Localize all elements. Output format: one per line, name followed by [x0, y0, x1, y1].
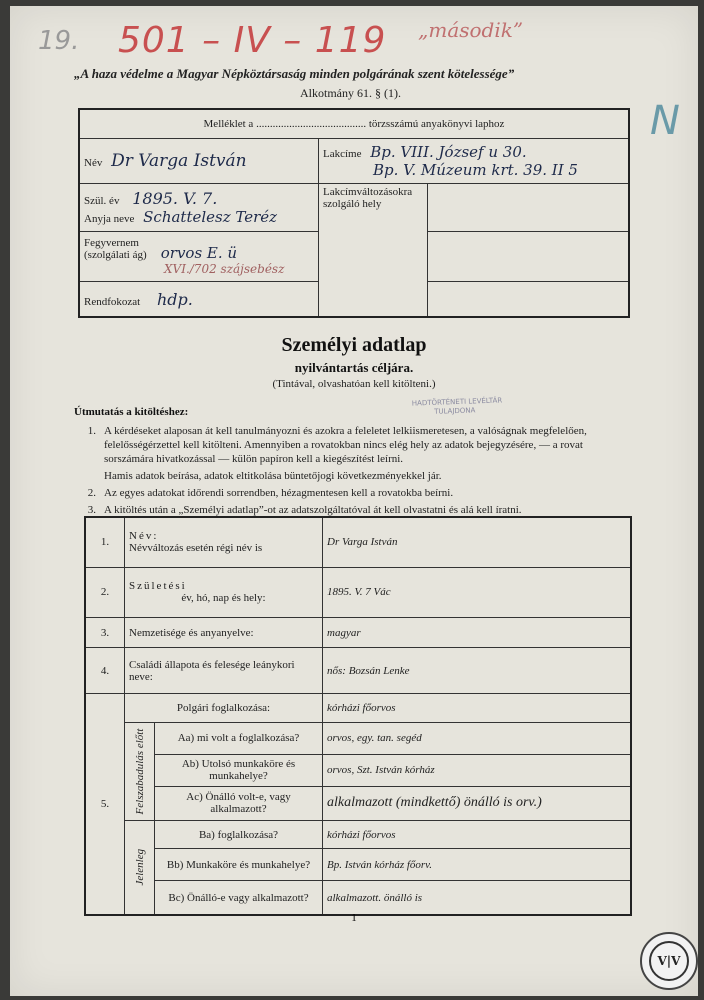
row-number: 2.	[85, 567, 125, 617]
nationality-answer: magyar	[323, 618, 632, 648]
row-number: 4.	[85, 648, 125, 694]
family-answer: nős: Bozsán Lenke	[323, 648, 632, 694]
stamp-line-2: TULAJDONA	[434, 406, 476, 416]
row-sublabel: év, hó, nap és hely:	[181, 592, 266, 605]
constitution-reference: Alkotmány 61. § (1).	[300, 86, 401, 100]
answer: alkalmazott (mindkettő) önálló is orv.)	[323, 786, 632, 820]
rank-value: hdp.	[156, 289, 193, 309]
instruction-item: 3. A kitöltés után a „Személyi adatlap”-ot az adatszolgáltatóval át kell olvastatni és alá kell íratni.	[87, 504, 522, 516]
form-note: (Tintával, olvashatóan kell kitölteni.)	[272, 378, 436, 390]
address-change-label: Lakcímváltozásokra szolgáló hely	[319, 184, 428, 317]
row-number: 1.	[85, 517, 125, 567]
instructions-title: Útmutatás a kitöltéshez:	[74, 406, 189, 418]
group-label: Felszabadulás előtt	[125, 722, 155, 820]
top-form	[78, 108, 630, 318]
page-number: 1	[351, 912, 357, 924]
document-page	[10, 6, 698, 996]
row-label: Bc) Önálló-e vagy alkalmazott?	[155, 881, 323, 915]
row-label: Ab) Utolsó munkaköre és munkahelye?	[155, 754, 323, 786]
row-label: Bb) Munkaköre és munkahelye?	[155, 849, 323, 881]
row-label: Aa) mi volt a foglalkozása?	[155, 722, 323, 754]
mother-label: Anyja neve	[84, 213, 135, 226]
group-label: Jelenleg	[125, 820, 155, 915]
file-code: 501 – IV – 119	[118, 20, 387, 61]
civil-answer: kórházi főorvos	[323, 694, 632, 722]
archive-seal-icon	[640, 932, 698, 990]
address-line-1: Bp. VIII. József u 30.	[370, 142, 527, 161]
instruction-item: Hamis adatok beírása, adatok eltitkolása büntetőjogi következményekkel jár.	[104, 470, 442, 482]
birth-answer: 1895. V. 7 Vác	[323, 567, 632, 617]
answer: orvos, Szt. István kórház	[323, 754, 632, 786]
margin-mark: N	[650, 98, 680, 144]
form-subtitle: nyilvántartás céljára.	[294, 360, 414, 375]
instruction-item: 1. A kérdéseket alaposan át kell tanulmányozni és azokra a feleletet lelkiismeretesen, a valóságnak megfelelően, felelősségérzettel kell kitölteni. Amennyiben a rovatokban nincs elég hely az adatok bejegyzésére, — a rovat sorszámára hivatkozással — külön papíron kell a kiegészítést leírni.	[87, 425, 587, 465]
rank-label: Rendfokozat	[84, 295, 141, 308]
main-form	[84, 516, 632, 916]
row-label: Ba) foglalkozása?	[155, 820, 323, 848]
row-number: 5.	[85, 694, 125, 915]
address-label: Lakcíme	[323, 147, 362, 160]
row-label: Polgári foglalkozása:	[125, 694, 323, 722]
annex-line: Melléklet a ........................................ törzsszámú anyakönyvi laphoz	[79, 109, 629, 138]
birth-year-value: 1895. V. 7.	[132, 189, 218, 209]
weapon-value-2: XVI./702 szájsebész	[164, 262, 285, 277]
stamp-line-1: HADTÖRTÉNETI LEVÉLTÁR	[411, 396, 503, 408]
answer: alkalmazott. önálló is	[323, 881, 632, 915]
weapon-label: Fegyvernem (szolgálati ág)	[84, 237, 147, 262]
answer: orvos, egy. tan. segéd	[323, 722, 632, 754]
row-label: Családi állapota és felesége leánykori neve:	[125, 648, 323, 694]
form-title: Személyi adatlap	[281, 334, 427, 356]
name-answer: Dr Varga István	[323, 517, 632, 567]
row-label: Születési	[129, 580, 187, 593]
row-label: Név:	[129, 530, 159, 543]
address-line-2: Bp. V. Múzeum krt. 39. II 5	[373, 160, 578, 179]
instruction-item: 2. Az egyes adatokat időrendi sorrendben, hézagmentesen kell a rovatokba beírni.	[87, 487, 454, 499]
row-label: Ac) Önálló volt-e, vagy alkalmazott?	[155, 786, 323, 820]
instructions-list	[74, 424, 634, 520]
row-sublabel: Névváltozás esetén régi név is	[129, 542, 263, 555]
archive-stamp	[412, 396, 503, 417]
answer: Bp. István kórház főorv.	[323, 849, 632, 881]
name-value: Dr Varga István	[111, 150, 247, 171]
motto: „A haza védelme a Magyar Népköztársaság minden polgárának szent kötelessége”	[74, 66, 515, 81]
archive-number: 19.	[38, 26, 80, 56]
birth-year-label: Szül. év	[84, 195, 120, 208]
row-number: 3.	[85, 618, 125, 648]
copy-note: „második”	[418, 18, 524, 42]
name-label: Név	[84, 156, 103, 169]
mother-value: Schattelesz Teréz	[143, 208, 278, 227]
answer: kórházi főorvos	[323, 820, 632, 848]
weapon-value: orvos E. ü	[160, 244, 238, 263]
seal-text: V|V	[649, 941, 689, 981]
row-label: Nemzetisége és anyanyelve:	[125, 618, 323, 648]
